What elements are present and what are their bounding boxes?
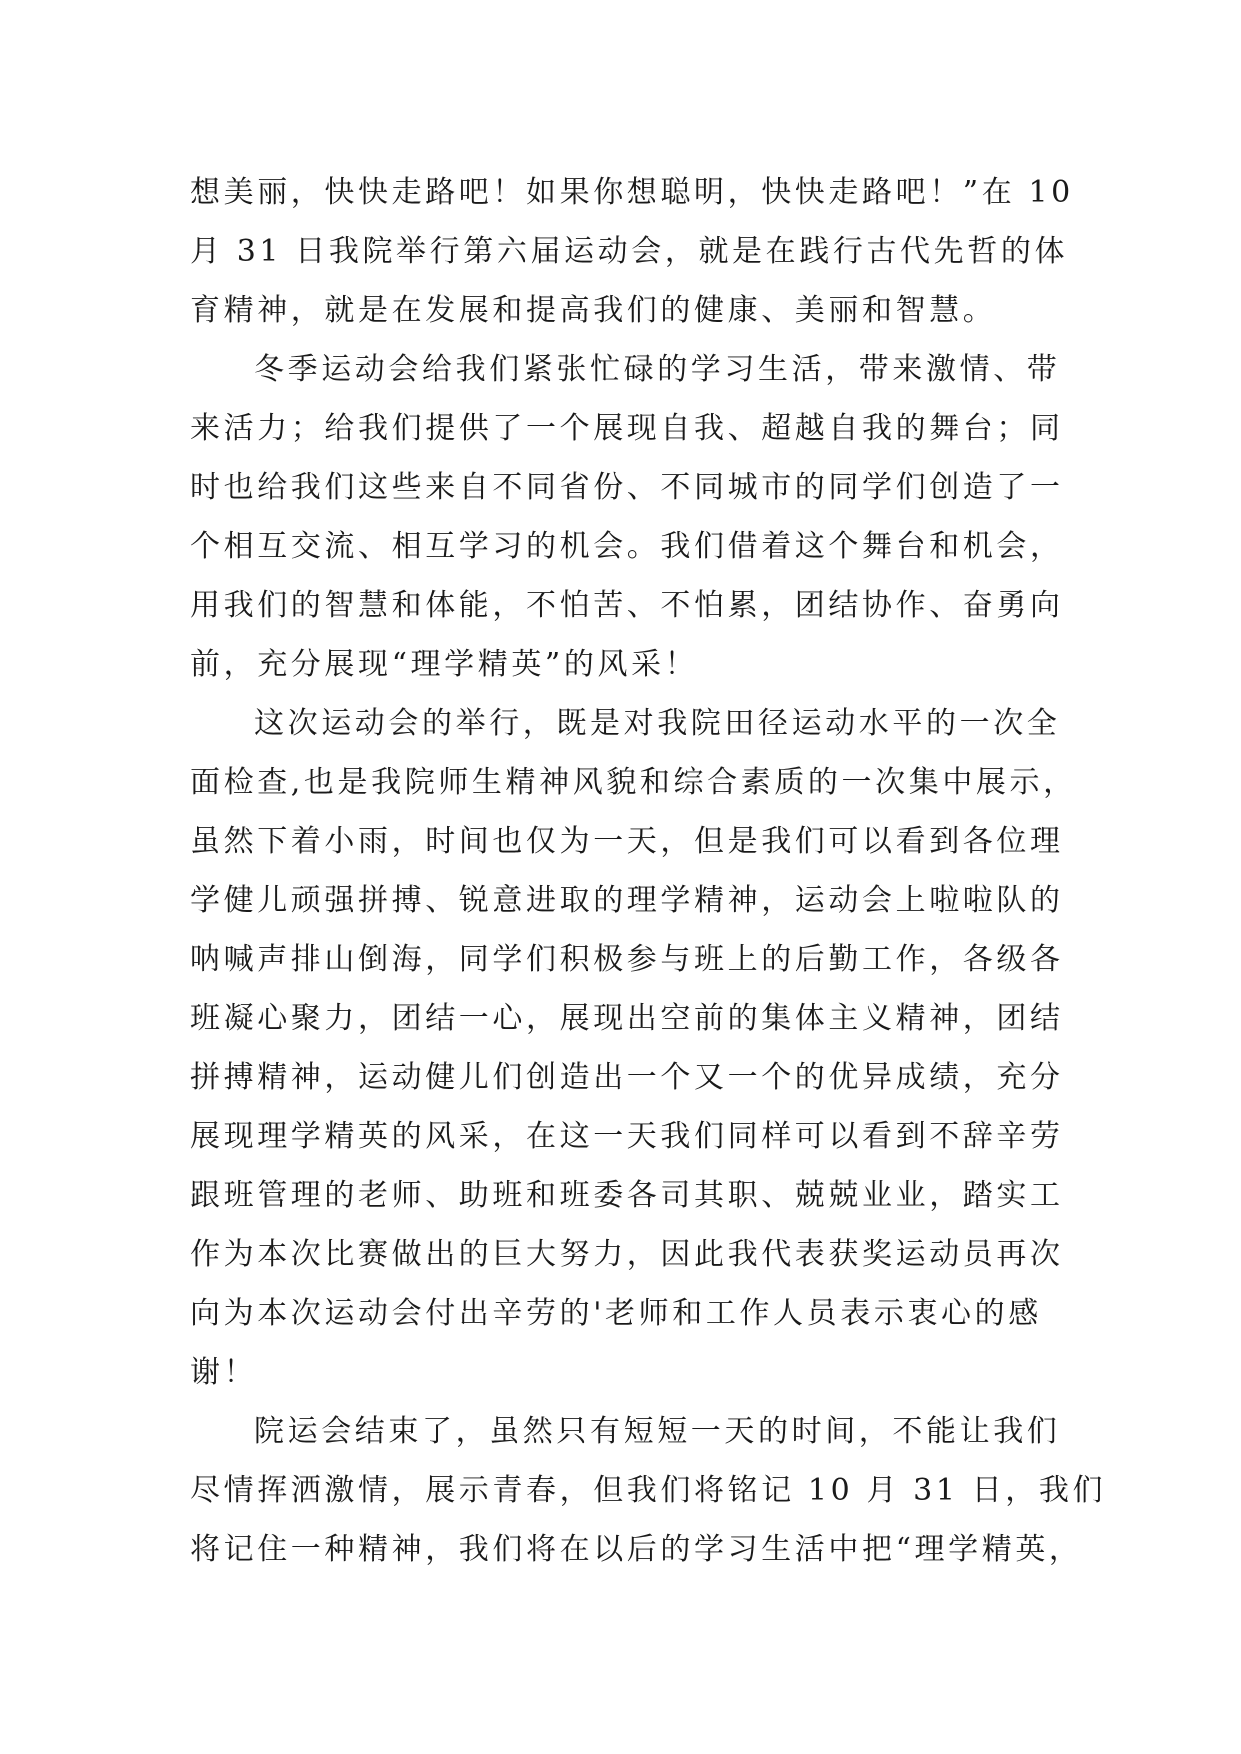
text-line-24: 将记住一种精神，我们将在以后的学习生活中把“理学精英， [190,1532,1083,1567]
text-line-3: 育精神，就是在发展和提高我们的健康、美丽和智慧。 [190,293,997,328]
text-line-1: 想美丽，快快走路吧！如果你想聪明，快快走路吧！”在 10 [190,175,1074,210]
text-line-22: 院运会结束了，虽然只有短短一天的时间，不能让我们 [254,1414,1061,1449]
text-line-11: 面检查,也是我院师生精神风貌和综合素质的一次集中展示， [190,765,1077,800]
text-line-12: 虽然下着小雨，时间也仅为一天，但是我们可以看到各位理 [190,824,1064,859]
text-line-20: 向为本次运动会付出辛劳的'老师和工作人员表示衷心的感 [190,1296,1042,1331]
text-line-23: 尽情挥洒激情，展示青春，但我们将铭记 10 月 31 日，我们 [190,1473,1107,1508]
text-line-6: 时也给我们这些来自不同省份、不同城市的同学们创造了一 [190,470,1064,505]
text-line-17: 展现理学精英的风采，在这一天我们同样可以看到不辞辛劳 [190,1119,1064,1154]
text-line-19: 作为本次比赛做出的巨大努力，因此我代表获奖运动员再次 [190,1237,1064,1272]
text-line-14: 呐喊声排山倒海，同学们积极参与班上的后勤工作，各级各 [190,942,1064,977]
text-line-5: 来活力；给我们提供了一个展现自我、超越自我的舞台；同 [190,411,1064,446]
text-line-16: 拼搏精神，运动健儿们创造出一个又一个的优异成绩，充分 [190,1060,1064,1095]
text-line-7: 个相互交流、相互学习的机会。我们借着这个舞台和机会， [190,529,1064,564]
text-line-18: 跟班管理的老师、助班和班委各司其职、兢兢业业，踏实工 [190,1178,1064,1213]
text-line-13: 学健儿顽强拼搏、锐意进取的理学精神，运动会上啦啦队的 [190,883,1064,918]
text-line-8: 用我们的智慧和体能，不怕苦、不怕累，团结协作、奋勇向 [190,588,1064,623]
text-line-4: 冬季运动会给我们紧张忙碌的学习生活，带来激情、带 [254,352,1061,387]
text-line-9: 前，充分展现“理学精英”的风采！ [190,647,699,682]
text-line-10: 这次运动会的举行，既是对我院田径运动水平的一次全 [254,706,1061,741]
body-text [190,163,1107,1579]
text-line-2: 月 31 日我院举行第六届运动会，就是在践行古代先哲的体 [190,234,1069,269]
text-line-21: 谢！ [190,1355,258,1390]
text-line-15: 班凝心聚力，团结一心，展现出空前的集体主义精神，团结 [190,1001,1064,1036]
